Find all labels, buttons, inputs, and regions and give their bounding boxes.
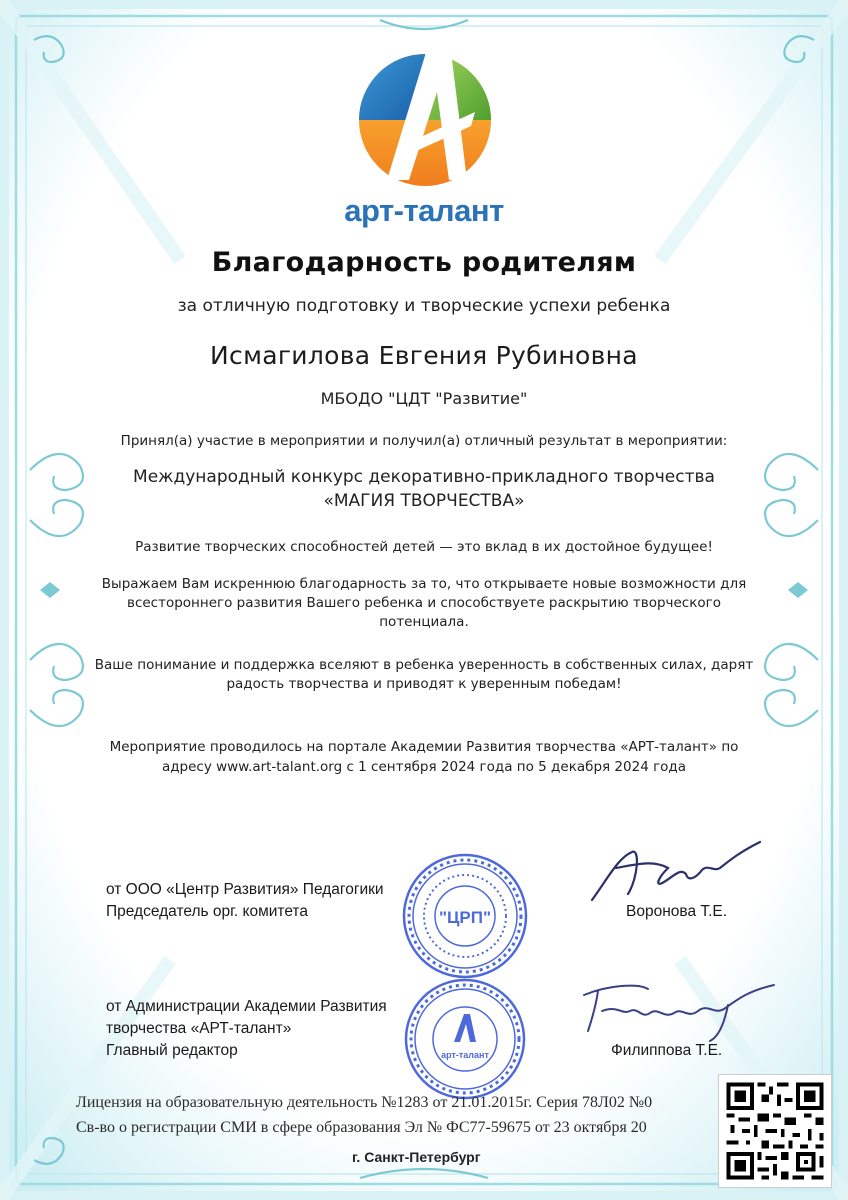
stamp-crp-icon	[400, 851, 530, 981]
event-name-line2: «МАГИЯ ТВОРЧЕСТВА»	[323, 491, 525, 511]
sig2-line1: от Администрации Академии Развития	[106, 998, 387, 1015]
art-talant-logo-icon	[357, 30, 493, 190]
sig1-line2: Председатель орг. комитета	[106, 903, 308, 920]
sig2-line3: Главный редактор	[106, 1042, 238, 1059]
paragraph-support: Ваше понимание и поддержка вселяют в ребенка уверенность в собственных силах, дарят радость творчества и приводят к уверенным победам!	[94, 657, 754, 692]
paragraph-event-info: Мероприятие проводилось на портале Академии Развития творчества «АРТ-талант» по адресу www.art-talant.org с 1 сентября 2024 года по 5 декабря 2024 года	[109, 739, 739, 775]
participation-text: Принял(а) участие в мероприятии и получил(а) отличный результат в мероприятии:	[120, 433, 728, 449]
paragraph-gratitude: Выражаем Вам искреннюю благодарность за то, что открываете новые возможности для всестороннего развития Вашего ребенка и способствуете раскрытию творческого потенциала.	[101, 576, 747, 630]
qr-code-icon[interactable]	[718, 1074, 832, 1188]
event-name	[0, 465, 848, 513]
signature-block-2	[106, 996, 387, 1062]
sig2-line2: творчества «АРТ-талант»	[106, 1020, 292, 1037]
license-line-2: Св-во о регистрации СМИ в сфере образования Эл № ФС77-59675 от 23 октября 20	[76, 1119, 647, 1136]
recipient-name: Исмагилова Евгения Рубиновна	[210, 341, 638, 370]
stamp2-center-text: арт-талант	[441, 1050, 489, 1060]
city-label: г. Санкт-Петербург	[352, 1149, 481, 1165]
certificate-subtitle: за отличную подготовку и творческие успехи ребенка	[177, 296, 671, 316]
sig2-name: Филиппова Т.Е.	[611, 1042, 723, 1059]
stamp-art-talant-icon	[402, 976, 528, 1102]
license-line-1: Лицензия на образовательную деятельность №1283 от 21.01.2015г. Серия 78Л02 №0	[76, 1094, 653, 1111]
recipient-organization: МБОДО "ЦДТ "Развитие"	[320, 389, 528, 408]
sig1-name: Воронова Т.Е.	[626, 903, 728, 920]
paragraph-development: Развитие творческих способностей детей — это вклад в их достойное будущее!	[135, 539, 713, 555]
event-name-line1: Международный конкурс декоративно-прикладного творчества	[133, 467, 715, 487]
signature-voronova-icon	[588, 838, 768, 908]
sig1-line1: от ООО «Центр Развития» Педагогики	[106, 881, 384, 898]
stamp1-center-text: "ЦРП"	[438, 908, 492, 927]
certificate-title: Благодарность родителям	[211, 247, 637, 278]
signature-filippova-icon	[578, 975, 778, 1045]
signature-block-1	[106, 879, 384, 923]
logo-wordmark: арт-талант	[344, 193, 504, 228]
